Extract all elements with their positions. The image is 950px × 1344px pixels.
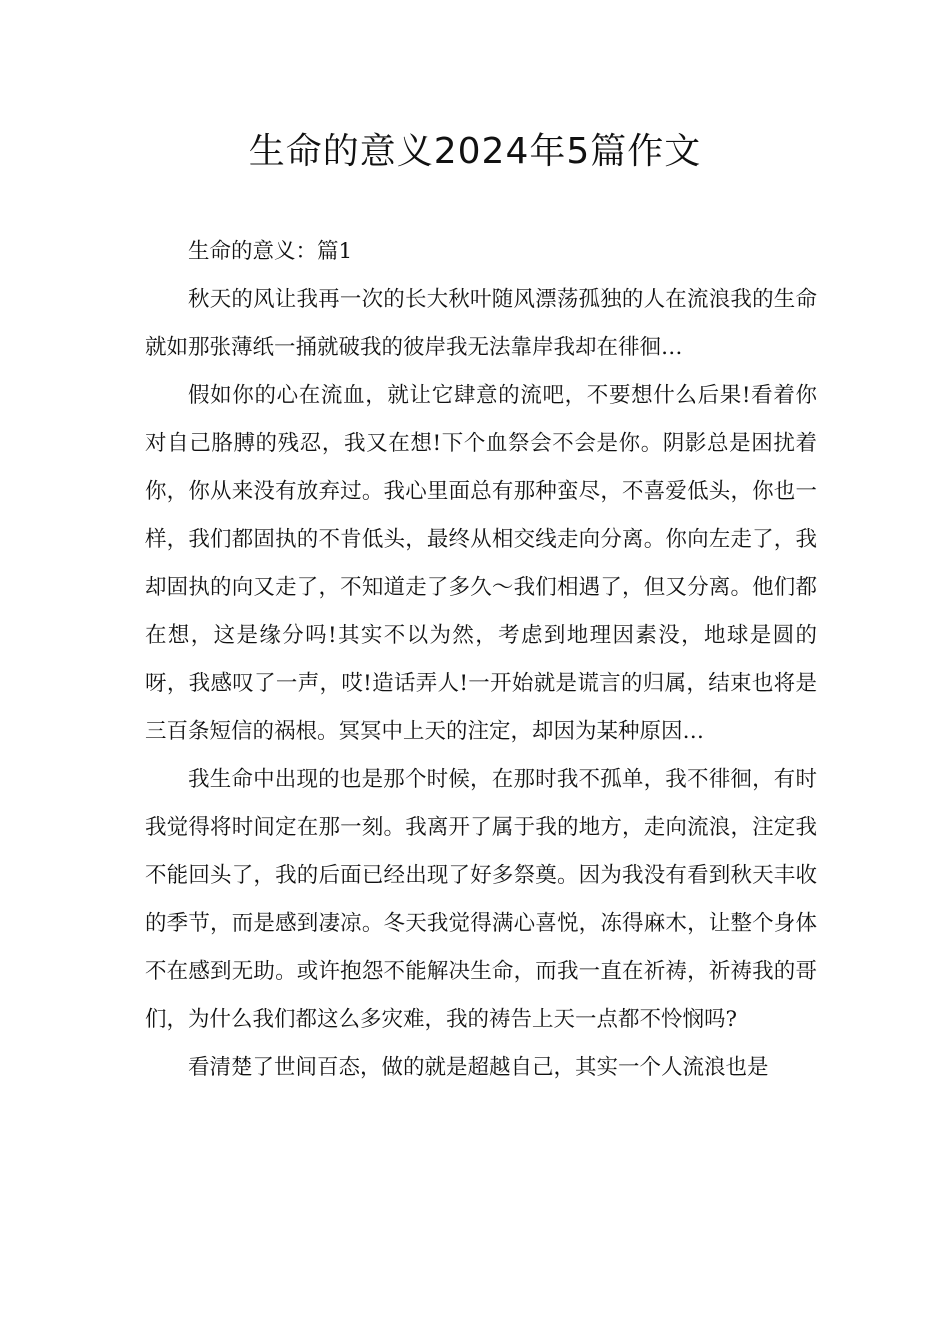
- paragraph: 看清楚了世间百态，做的就是超越自己，其实一个人流浪也是: [188, 1055, 769, 1080]
- document-title: 生命的意义2024年5篇作文: [248, 131, 702, 172]
- section-heading: 生命的意义：篇1: [188, 239, 353, 264]
- document-body: [145, 228, 817, 1092]
- paragraph: 秋天的风让我再一次的长大秋叶随风漂荡孤独的人在流浪我的生命就如那张薄纸一捅就破我的彼岸我无法靠岸我却在徘徊…: [145, 287, 817, 360]
- paragraph: 我生命中出现的也是那个时候，在那时我不孤单，我不徘徊，有时我觉得将时间定在那一刻。我离开了属于我的地方，走向流浪，注定我不能回头了，我的后面已经出现了好多祭奠。因为我没有看到秋天丰收的季节，而是感到凄凉。冬天我觉得满心喜悦，冻得麻木，让整个身体不在感到无助。或许抱怨不能解决生命，而我一直在祈祷，祈祷我的哥们，为什么我们都这么多灾难，我的祷告上天一点都不怜悯吗?: [145, 767, 817, 1032]
- paragraph: 假如你的心在流血，就让它肆意的流吧，不要想什么后果!看着你对自己胳膊的残忍，我又在想!下个血祭会不会是你。阴影总是困扰着你，你从来没有放弃过。我心里面总有那种蛮尽，不喜爱低头，你也一样，我们都固执的不肯低头，最终从相交线走向分离。你向左走了，我却固执的向又走了，不知道走了多久～我们相遇了，但又分离。他们都在想，这是缘分吗!其实不以为然，考虑到地理因素没，地球是圆的呀，我感叹了一声，哎!造话弄人!一开始就是谎言的归属，结束也将是三百条短信的祸根。冥冥中上天的注定，却因为某种原因…: [145, 383, 817, 744]
